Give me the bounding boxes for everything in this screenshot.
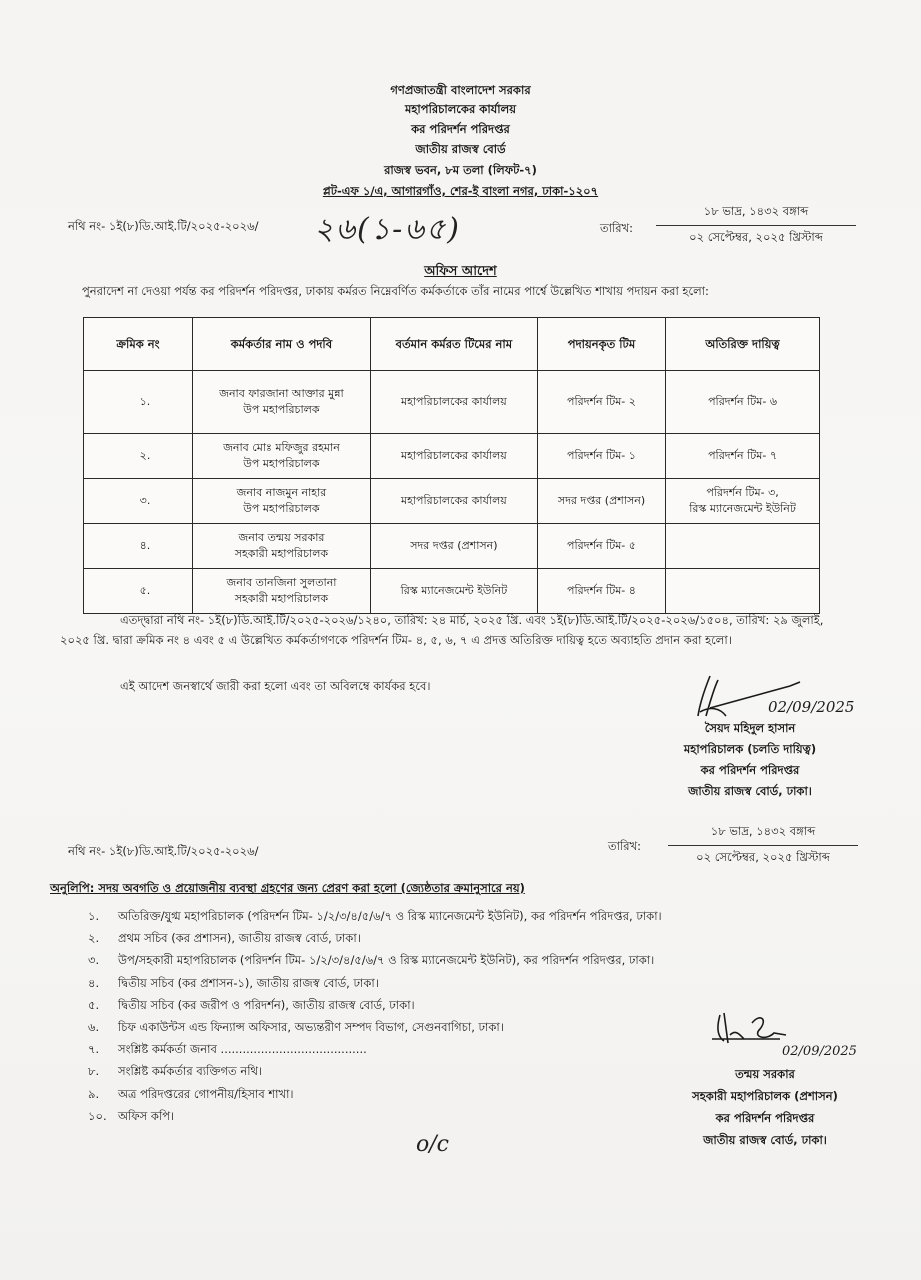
cell-posted: পরিদর্শন টিম- ১ xyxy=(537,434,665,479)
signature-1 xyxy=(640,672,860,720)
copy-date-bengali: ১৮ ভাদ্র, ১৪৩২ বঙ্গাব্দ xyxy=(668,823,858,846)
date-block xyxy=(656,203,856,248)
table-row xyxy=(84,524,820,569)
posting-table xyxy=(83,317,820,614)
item-text: অত্র পরিদপ্তরের গোপনীয়/হিসাব শাখা। xyxy=(118,1086,294,1101)
officer-name: জনাব নাজমুন নাহার xyxy=(236,486,327,499)
cell-name xyxy=(193,434,371,479)
copy-heading: অনুলিপি: সদয় অবগতি ও প্রয়োজনীয় ব্যবস্থা গ্রহণের জন্য প্রেরণ করা হলো (জ্যেষ্ঠতার ক্রমানুসারে নয়) xyxy=(50,881,525,895)
officer-name: জনাব তানজিনা সুলতানা xyxy=(226,576,337,589)
cell-posted: পরিদর্শন টিম- ৫ xyxy=(537,524,665,569)
cell-current: মহাপরিচালকের কার্যালয় xyxy=(370,371,537,434)
table-row xyxy=(84,479,820,524)
cell-posted: সদর দপ্তর (প্রশাসন) xyxy=(537,479,665,524)
cell-additional xyxy=(666,479,820,524)
order-intro: পুনরাদেশ না দেওয়া পর্যন্ত কর পরিদর্শন পরিদপ্তর, ঢাকায় কর্মরত নিম্নেবর্ণিত কর্মকর্তাকে তাঁর নামের পার্শ্বে উল্লেখিত শাখায় পদায়ন করা হলো: xyxy=(82,284,709,298)
cell-current: মহাপরিচালকের কার্যালয় xyxy=(370,479,537,524)
additional-line-1: পরিদর্শন টিম- ৩, xyxy=(706,486,779,499)
copy-memo-number: নথি নং- ১ই(৮)ডি.আই.টি/২০২৫-২০২৬/ xyxy=(68,844,259,858)
item-text: প্রথম সচিব (কর প্রশাসন), জাতীয় রাজস্ব বোর্ড, ঢাকা। xyxy=(118,931,361,946)
cell-current: মহাপরিচালকের কার্যালয় xyxy=(370,434,537,479)
signatory-1-designation: মহাপরিচালক (চলতি দায়িত্ব) xyxy=(683,742,817,756)
item-text: সংশ্লিষ্ট কর্মকর্তা জনাব ........................................ xyxy=(118,1042,367,1057)
list-item xyxy=(88,972,828,994)
signatory-1-board: জাতীয় রাজস্ব বোর্ড, ঢাকা। xyxy=(688,784,812,798)
cell-name xyxy=(193,479,371,524)
cell-name xyxy=(193,524,371,569)
signature-2 xyxy=(690,1005,870,1063)
handwritten-office-copy-note: o/c xyxy=(416,1132,449,1157)
col-name: কর্মকর্তার নাম ও পদবি xyxy=(193,318,371,371)
letterhead-address: প্লট-এফ ১/এ, আগারগাঁও, শের-ই বাংলা নগর, ঢাকা-১২০৭ xyxy=(322,184,599,198)
officer-designation: সহকারী মহাপরিচালক xyxy=(234,592,329,605)
item-text: অফিস কপি। xyxy=(118,1108,175,1123)
list-item xyxy=(88,949,828,971)
officer-name: জনাব ফারজানা আক্তার মুন্না xyxy=(219,387,344,400)
cell-name xyxy=(193,569,371,614)
officer-name: জনাব মোঃ মফিজুর রহমান xyxy=(223,441,340,454)
additional-line-2: রিস্ক ম্যানেজমেন্ট ইউনিট xyxy=(689,502,796,515)
signatory-2-office: কর পরিদর্শন পরিদপ্তর xyxy=(715,1111,815,1125)
signature-2-date: 02/09/2025 xyxy=(782,1044,857,1059)
officer-designation: সহকারী মহাপরিচালক xyxy=(234,547,329,560)
signatory-2-board: জাতীয় রাজস্ব বোর্ড, ঢাকা। xyxy=(703,1133,827,1147)
date-label: তারিখ: xyxy=(600,221,634,235)
officer-designation: উপ মহাপরিচালক xyxy=(243,457,320,470)
signature-1-date: 02/09/2025 xyxy=(768,698,855,716)
handwritten-memo-number: ২৬(১-৬৫) xyxy=(314,212,461,247)
letterhead-building: রাজস্ব ভবন, ৮ম তলা (লিফট-৭) xyxy=(384,163,537,177)
cell-additional xyxy=(666,524,820,569)
signatory-2 xyxy=(660,1063,870,1151)
officer-designation: উপ মহাপরিচালক xyxy=(243,502,320,515)
cell-posted: পরিদর্শন টিম- ২ xyxy=(537,371,665,434)
item-number: ৭. xyxy=(88,1042,100,1057)
copy-date-block xyxy=(668,823,858,868)
table-row xyxy=(84,371,820,434)
item-text: দ্বিতীয় সচিব (কর প্রশাসন-১), জাতীয় রাজস্ব বোর্ড, ঢাকা। xyxy=(118,975,379,990)
cell-additional: পরিদর্শন টিম- ৬ xyxy=(666,371,820,434)
item-number: ৮. xyxy=(88,1064,100,1079)
cell-additional: পরিদর্শন টিম- ৭ xyxy=(666,434,820,479)
letterhead-board: জাতীয় রাজস্ব বোর্ড xyxy=(415,142,506,156)
cell-current: সদর দপ্তর (প্রশাসন) xyxy=(370,524,537,569)
cell-serial: ৫. xyxy=(84,569,193,614)
table-row xyxy=(84,434,820,479)
item-text: দ্বিতীয় সচিব (কর জরীপ ও পরিদর্শন), জাতীয় রাজস্ব বোর্ড, ঢাকা। xyxy=(118,997,415,1012)
item-number: ৬. xyxy=(88,1020,100,1035)
cell-serial: ৪. xyxy=(84,524,193,569)
officer-name: জনাব তন্ময় সরকার xyxy=(238,531,325,544)
cell-serial: ১. xyxy=(84,371,193,434)
letterhead-government: গণপ্রজাতন্ত্রী বাংলাদেশ সরকার xyxy=(390,83,531,97)
cell-serial: ৩. xyxy=(84,479,193,524)
letterhead-directorate: কর পরিদর্শন পরিদপ্তর xyxy=(411,122,510,136)
col-additional-duty: অতিরিক্ত দায়িত্ব xyxy=(666,318,820,371)
signatory-2-name: তন্ময় সরকার xyxy=(735,1067,795,1081)
item-number: ৪. xyxy=(88,975,100,990)
col-serial: ক্রমিক নং xyxy=(84,318,193,371)
list-item xyxy=(88,905,828,927)
release-paragraph: এতদ্দ্বারা নথি নং- ১ই(৮)ডি.আই.টি/২০২৫-২০২৬/১২৪০, তারিখ: ২৪ মার্চ, ২০২৫ খ্রি. এবং ১ই(৮)ডি.আই.টি/২০২৫-২০২৬/১৫০৪, তারিখ: ২৯ জুলাই, ২০২৫ খ্রি. দ্বারা ক্রমিক নং ৪ এবং ৫ এ উল্লেখিত কর্মকর্তাগণকে পরিদর্শন টিম- ৪, ৫, ৬, ৭ এ প্রদত্ত অতিরিক্ত দায়িত্ব হতে অব্যাহতি প্রদান করা হলো। xyxy=(60,613,824,647)
item-number: ৯. xyxy=(88,1086,100,1101)
copy-date-label: তারিখ: xyxy=(608,839,642,853)
signatory-1 xyxy=(640,718,860,802)
item-text: অতিরিক্ত/যুগ্ম মহাপরিচালক (পরিদর্শন টিম- ১/২/৩/৪/৫/৬/৭ ও রিস্ক ম্যানেজমেন্ট ইউনিট), কর পরিদর্শন পরিদপ্তর, ঢাকা। xyxy=(118,909,662,923)
memo-number: নথি নং- ১ই(৮)ডি.আই.টি/২০২৫-২০২৬/ xyxy=(68,219,259,233)
item-number: ৩. xyxy=(88,953,100,968)
cell-additional xyxy=(666,569,820,614)
order-title: অফিস আদেশ xyxy=(424,264,497,279)
item-number: ২. xyxy=(88,931,100,946)
cell-name xyxy=(193,371,371,434)
letterhead-office: মহাপরিচালকের কার্যালয় xyxy=(405,102,516,116)
effect-paragraph: এই আদেশ জনস্বার্থে জারী করা হলো এবং তা অবিলম্বে কার্যকর হবে। xyxy=(120,679,431,693)
table-row xyxy=(84,569,820,614)
cell-posted: পরিদর্শন টিম- ৪ xyxy=(537,569,665,614)
col-current-team: বর্তমান কর্মরত টিমের নাম xyxy=(370,318,537,371)
item-text: সংশ্লিষ্ট কর্মকর্তার ব্যক্তিগত নথি। xyxy=(118,1064,263,1079)
copy-date-gregorian: ০২ সেপ্টেম্বর, ২০২৫ খ্রিস্টাব্দ xyxy=(696,850,830,864)
table-header-row xyxy=(84,318,820,371)
officer-designation: উপ মহাপরিচালক xyxy=(243,403,320,416)
date-bengali: ১৮ ভাদ্র, ১৪৩২ বঙ্গাব্দ xyxy=(656,203,856,226)
col-posted-team: পদায়নকৃত টিম xyxy=(537,318,665,371)
item-number: ৫. xyxy=(88,997,100,1012)
item-number: ১০. xyxy=(88,1108,107,1123)
cell-current: রিস্ক ম্যানেজমেন্ট ইউনিট xyxy=(370,569,537,614)
item-text: উপ/সহকারী মহাপরিচালক (পরিদর্শন টিম- ১/২/৩/৪/৫/৬/৭ ও রিস্ক ম্যানেজমেন্ট ইউনিট), কর পরিদর্শন পরিদপ্তর, ঢাকা। xyxy=(118,953,655,968)
cell-serial: ২. xyxy=(84,434,193,479)
item-number: ১. xyxy=(88,909,100,923)
signatory-2-designation: সহকারী মহাপরিচালক (প্রশাসন) xyxy=(692,1089,838,1103)
signatory-1-name: সৈয়দ মহিদুল হাসান xyxy=(704,721,796,735)
date-gregorian: ০২ সেপ্টেম্বর, ২০২৫ খ্রিস্টাব্দ xyxy=(689,230,823,244)
list-item xyxy=(88,927,828,949)
item-text: চিফ একাউন্টস এন্ড ফিন্যান্স অফিসার, অভ্যন্তরীণ সম্পদ বিভাগ, সেগুনবাগিচা, ঢাকা। xyxy=(118,1020,504,1035)
signatory-1-office: কর পরিদর্শন পরিদপ্তর xyxy=(700,763,800,777)
